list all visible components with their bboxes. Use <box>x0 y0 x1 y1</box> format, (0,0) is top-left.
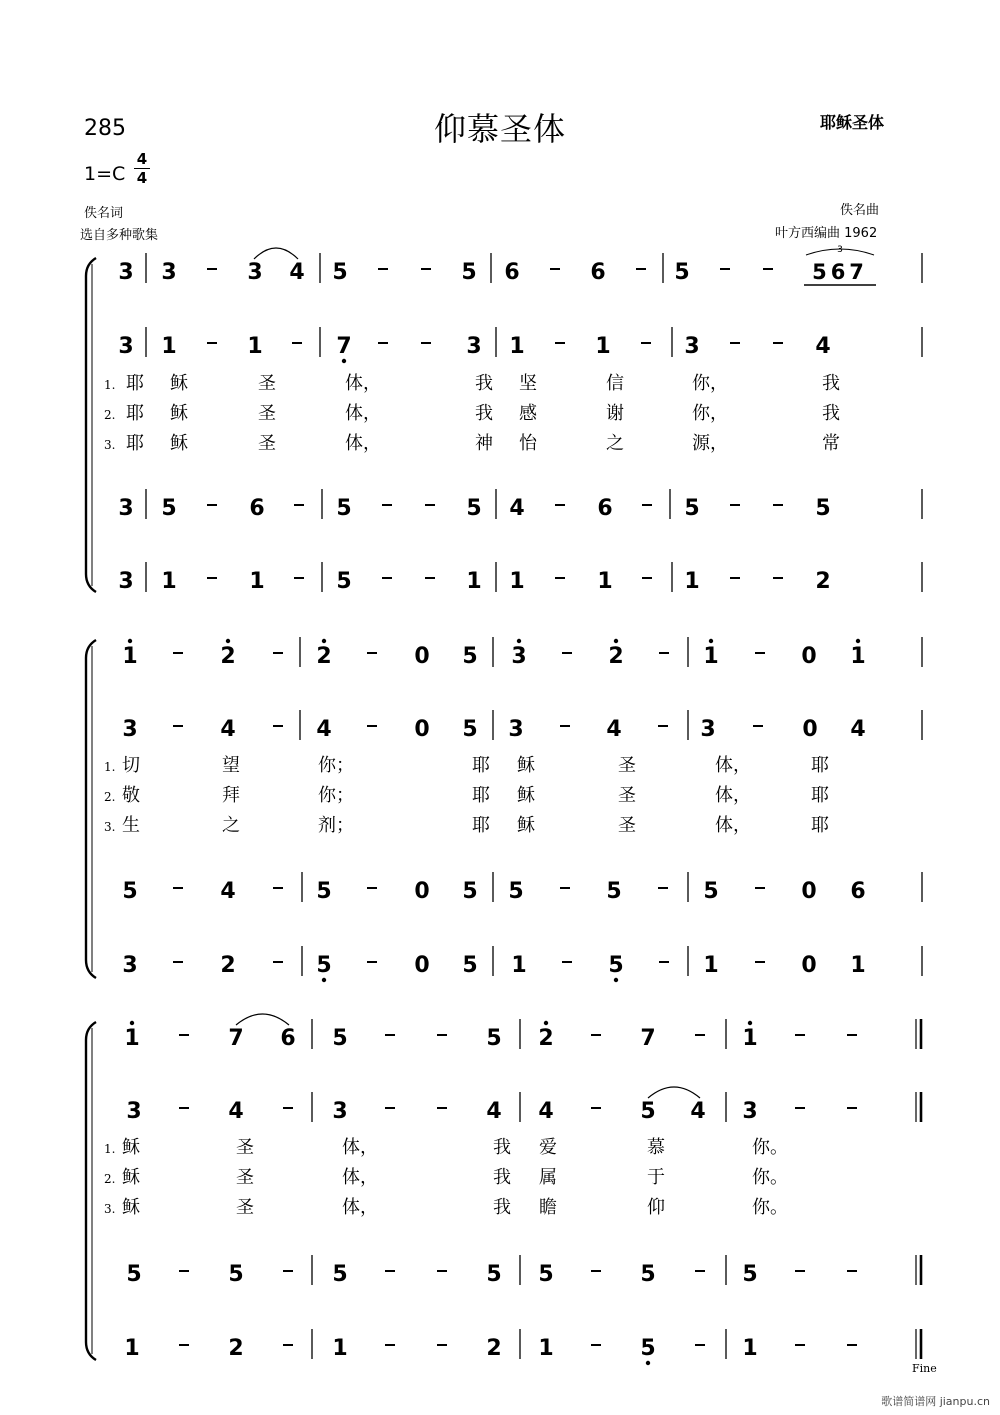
lyric-syllable: 稣 <box>170 403 188 424</box>
octave-dot <box>709 639 713 643</box>
note: 3 <box>118 496 134 521</box>
lyric-syllable: 信 <box>606 373 624 394</box>
note: 0 <box>414 953 430 978</box>
verse-number: 2. <box>104 1172 116 1186</box>
note: 3 <box>161 260 177 285</box>
lyric-syllable: 体， <box>345 403 381 424</box>
note: 5 <box>674 260 690 285</box>
note: 7 <box>228 1026 244 1051</box>
note: 5 <box>332 1026 348 1051</box>
lyric-syllable: 稣 <box>517 785 535 806</box>
lyric-syllable: 体， <box>342 1137 378 1158</box>
note: 5 <box>332 1262 348 1287</box>
lyric-syllable: 稣 <box>122 1197 140 1218</box>
note: 4 <box>606 717 622 742</box>
source-credit: 选自多种歌集 <box>80 228 159 243</box>
octave-dot <box>646 1361 650 1365</box>
lyric-syllable: 稣 <box>170 373 188 394</box>
lyric-syllable: 切 <box>122 755 140 776</box>
lyric-syllable: 感 <box>519 403 537 424</box>
note: 5 <box>684 496 700 521</box>
lyric-syllable: 望 <box>222 755 240 776</box>
note: 5 <box>486 1262 502 1287</box>
verse-number: 3. <box>104 1202 116 1216</box>
verse-number: 2. <box>104 790 116 804</box>
lyric-syllable: 爱 <box>539 1137 557 1158</box>
octave-dot <box>322 978 326 982</box>
lyric-syllable: 稣 <box>170 433 188 454</box>
lyric-syllable: 你； <box>318 755 354 776</box>
note: 4 <box>509 496 525 521</box>
lyric-syllable: 体， <box>342 1197 378 1218</box>
note: 5 <box>336 569 352 594</box>
note: 1 <box>742 1026 758 1051</box>
lyric-syllable: 圣 <box>258 433 276 454</box>
lyric-syllable: 怡 <box>519 433 537 454</box>
note: 5 <box>462 717 478 742</box>
note: 0 <box>414 879 430 904</box>
note: 3 <box>742 1099 758 1124</box>
lyric-syllable: 之 <box>222 815 240 836</box>
lyric-syllable: 稣 <box>517 815 535 836</box>
note: 1 <box>850 953 866 978</box>
note: 2 <box>486 1336 502 1361</box>
lyric-syllable: 体， <box>715 755 751 776</box>
arranger-credit: 叶方西编曲 1962 <box>775 226 878 241</box>
note: 1 <box>509 569 525 594</box>
note: 5 <box>161 496 177 521</box>
octave-dot <box>517 639 521 643</box>
note: 5 <box>703 879 719 904</box>
lyric-syllable: 圣 <box>258 373 276 394</box>
note: 4 <box>220 879 236 904</box>
note: 2 <box>608 644 624 669</box>
note: 1 <box>124 1026 140 1051</box>
lyric-syllable: 圣 <box>258 403 276 424</box>
note: 5 <box>640 1099 656 1124</box>
lyric-syllable: 于 <box>647 1167 665 1188</box>
note: 1 <box>161 334 177 359</box>
lyric-syllable: 我 <box>493 1197 511 1218</box>
lyric-syllable: 圣 <box>236 1137 254 1158</box>
page-number: 285 <box>84 116 126 141</box>
lyric-syllable: 耶 <box>126 403 144 424</box>
note: 1 <box>124 1336 140 1361</box>
time-signature-top: 4 <box>136 150 148 168</box>
note: 5 <box>486 1026 502 1051</box>
note: 1 <box>122 644 138 669</box>
note: 0 <box>801 644 817 669</box>
lyric-syllable: 体， <box>345 373 381 394</box>
lyric-syllable: 我 <box>822 373 840 394</box>
note: 5 <box>606 879 622 904</box>
note: 1 <box>466 569 482 594</box>
octave-dot <box>748 1021 752 1025</box>
note: 2 <box>220 953 236 978</box>
lyric-syllable: 圣 <box>236 1167 254 1188</box>
note: 1 <box>509 334 525 359</box>
lyric-syllable: 我 <box>822 403 840 424</box>
note: 4 <box>316 717 332 742</box>
note: 5 <box>122 879 138 904</box>
note: 1 <box>332 1336 348 1361</box>
lyric-syllable: 你， <box>692 373 728 394</box>
lyric-syllable: 生 <box>122 815 140 836</box>
note: 1 <box>161 569 177 594</box>
note: 1 <box>538 1336 554 1361</box>
note: 4 <box>289 260 305 285</box>
note: 1 <box>595 334 611 359</box>
note: 7 <box>640 1026 656 1051</box>
slur-arc <box>254 248 298 259</box>
lyric-syllable: 你。 <box>752 1197 788 1218</box>
note: 0 <box>802 717 818 742</box>
note: 0 <box>801 953 817 978</box>
note: 2 <box>815 569 831 594</box>
lyric-syllable: 拜 <box>222 785 240 806</box>
note: 5 <box>742 1262 758 1287</box>
verse-number: 1. <box>104 1142 116 1156</box>
note: 6 <box>249 496 265 521</box>
note: 3 <box>122 953 138 978</box>
note: 3 <box>466 334 482 359</box>
lyric-syllable: 你。 <box>752 1137 788 1158</box>
slur-arc <box>236 1014 289 1025</box>
note: 5 <box>462 953 478 978</box>
lyric-syllable: 仰 <box>647 1197 665 1218</box>
lyric-syllable: 坚 <box>519 373 537 394</box>
note: 5 <box>508 879 524 904</box>
note: 5 <box>336 496 352 521</box>
lyric-syllable: 源， <box>692 433 728 454</box>
octave-dot <box>128 639 132 643</box>
lyric-syllable: 神 <box>475 433 493 454</box>
note: 5 <box>316 879 332 904</box>
note: 1 <box>247 334 263 359</box>
lyric-syllable: 体， <box>345 433 381 454</box>
note: 4 <box>690 1099 706 1124</box>
note: 3 <box>508 717 524 742</box>
note: 5 <box>462 879 478 904</box>
note: 5 <box>228 1262 244 1287</box>
lyric-syllable: 谢 <box>606 403 624 424</box>
note: 0 <box>801 879 817 904</box>
note: 1 <box>511 953 527 978</box>
lyric-syllable: 慕 <box>647 1137 665 1158</box>
note: 5 <box>126 1262 142 1287</box>
verse-number: 1. <box>104 760 116 774</box>
note: 3 <box>511 644 527 669</box>
note: 4 <box>486 1099 502 1124</box>
lyric-syllable: 敬 <box>122 785 140 806</box>
octave-dot <box>856 639 860 643</box>
lyric-syllable: 之 <box>606 433 624 454</box>
note: 6 <box>280 1026 296 1051</box>
octave-dot <box>322 639 326 643</box>
note: 3 <box>118 569 134 594</box>
note: 5 <box>462 644 478 669</box>
octave-dot <box>226 639 230 643</box>
note: 4 <box>228 1099 244 1124</box>
note: 0 <box>414 717 430 742</box>
lyric-syllable: 耶 <box>811 815 829 836</box>
lyric-syllable: 耶 <box>811 785 829 806</box>
note: 3 <box>118 260 134 285</box>
system-bracket <box>86 258 96 592</box>
lyric-syllable: 耶 <box>126 373 144 394</box>
octave-dot <box>342 359 346 363</box>
note: 1 <box>850 644 866 669</box>
note: 4 <box>538 1099 554 1124</box>
note: 1 <box>703 644 719 669</box>
lyric-syllable: 稣 <box>122 1167 140 1188</box>
note: 3 <box>684 334 700 359</box>
note: 4 <box>220 717 236 742</box>
lyric-syllable: 你。 <box>752 1167 788 1188</box>
note: 3 <box>332 1099 348 1124</box>
note: 1 <box>249 569 265 594</box>
lyric-syllable: 你， <box>692 403 728 424</box>
lyric-syllable: 我 <box>475 403 493 424</box>
lyric-syllable: 我 <box>475 373 493 394</box>
watermark: 歌谱简谱网 jianpu.cn <box>881 1395 990 1408</box>
lyric-syllable: 我 <box>493 1137 511 1158</box>
system-bracket <box>86 1022 96 1360</box>
note: 6 <box>850 879 866 904</box>
fine-mark: Fine <box>912 1362 937 1375</box>
note: 1 <box>742 1336 758 1361</box>
time-signature-bottom: 4 <box>136 169 148 187</box>
triplet-number: 3 <box>837 245 843 255</box>
note: 5 <box>461 260 477 285</box>
note: 3 <box>118 334 134 359</box>
note: 2 <box>538 1026 554 1051</box>
note: 3 <box>247 260 263 285</box>
note: 5 <box>466 496 482 521</box>
note: 5 <box>316 953 332 978</box>
slur-arc <box>648 1087 700 1098</box>
triplet-notes: 567 <box>812 260 868 284</box>
lyric-syllable: 瞻 <box>539 1197 557 1218</box>
note: 6 <box>504 260 520 285</box>
key-signature: 1=C <box>84 163 126 185</box>
octave-dot <box>614 639 618 643</box>
verse-number: 1. <box>104 378 116 392</box>
note: 6 <box>597 496 613 521</box>
song-title: 仰慕圣体 <box>433 110 566 148</box>
lyric-syllable: 体， <box>342 1167 378 1188</box>
lyric-syllable: 稣 <box>517 755 535 776</box>
category-label: 耶稣圣体 <box>820 113 885 132</box>
octave-dot <box>130 1021 134 1025</box>
lyric-syllable: 耶 <box>811 755 829 776</box>
lyric-syllable: 你； <box>318 785 354 806</box>
note: 2 <box>228 1336 244 1361</box>
note: 1 <box>703 953 719 978</box>
note: 1 <box>597 569 613 594</box>
note: 5 <box>538 1262 554 1287</box>
verse-number: 3. <box>104 438 116 452</box>
lyric-syllable: 圣 <box>236 1197 254 1218</box>
lyric-syllable: 圣 <box>618 815 636 836</box>
note: 2 <box>316 644 332 669</box>
lyric-syllable: 稣 <box>122 1137 140 1158</box>
note: 5 <box>608 953 624 978</box>
note: 1 <box>684 569 700 594</box>
lyric-syllable: 属 <box>539 1167 557 1188</box>
lyricist-credit: 佚名词 <box>84 206 124 221</box>
octave-dot <box>614 978 618 982</box>
verse-number: 3. <box>104 820 116 834</box>
composer-credit: 佚名曲 <box>840 203 880 218</box>
verse-number: 2. <box>104 408 116 422</box>
note: 5 <box>640 1336 656 1361</box>
lyric-syllable: 体， <box>715 815 751 836</box>
note: 4 <box>850 717 866 742</box>
note: 7 <box>336 334 352 359</box>
note: 3 <box>126 1099 142 1124</box>
lyric-syllable: 耶 <box>472 755 490 776</box>
system-bracket <box>86 640 96 978</box>
note: 5 <box>332 260 348 285</box>
lyric-syllable: 耶 <box>472 815 490 836</box>
note: 5 <box>640 1262 656 1287</box>
octave-dot <box>544 1021 548 1025</box>
lyric-syllable: 圣 <box>618 785 636 806</box>
note: 2 <box>220 644 236 669</box>
note: 5 <box>815 496 831 521</box>
lyric-syllable: 耶 <box>126 433 144 454</box>
lyric-syllable: 圣 <box>618 755 636 776</box>
note: 6 <box>590 260 606 285</box>
lyric-syllable: 体， <box>715 785 751 806</box>
note: 4 <box>815 334 831 359</box>
lyric-syllable: 剂； <box>318 815 354 836</box>
lyric-syllable: 耶 <box>472 785 490 806</box>
note: 3 <box>122 717 138 742</box>
lyric-syllable: 我 <box>493 1167 511 1188</box>
note: 3 <box>700 717 716 742</box>
note: 0 <box>414 644 430 669</box>
lyric-syllable: 常 <box>822 433 840 454</box>
